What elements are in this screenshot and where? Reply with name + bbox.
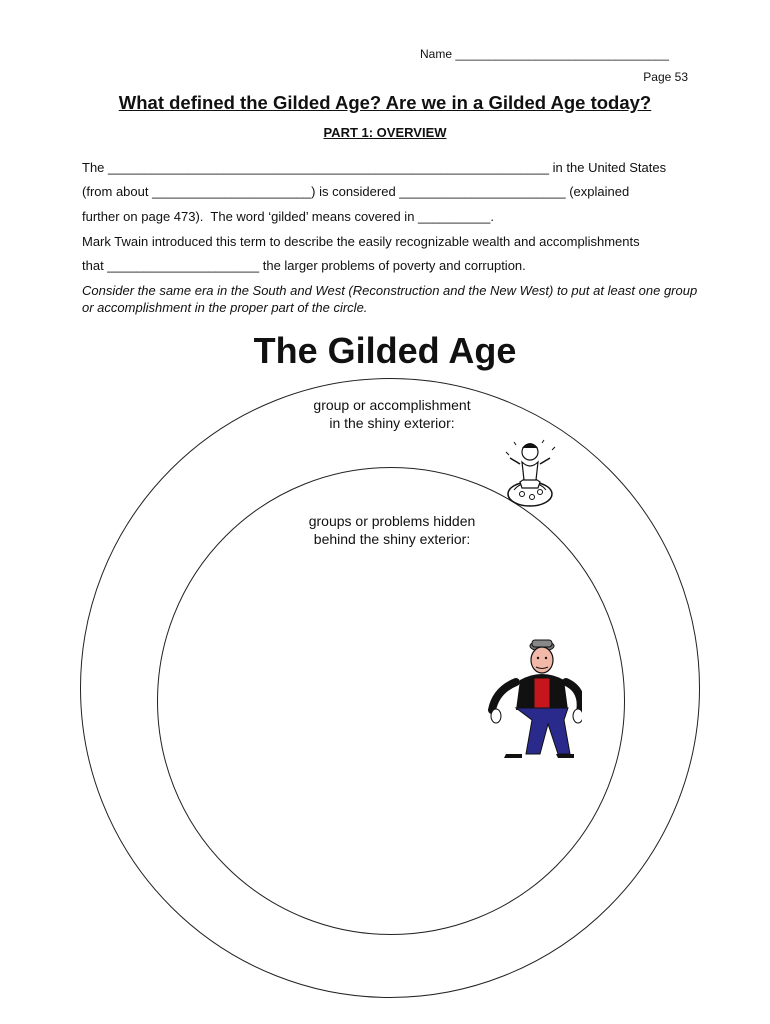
name-field-line[interactable]: Name ________________________________ — [420, 47, 669, 61]
outer-label-line-1: group or accomplishment — [313, 397, 471, 413]
outer-label-line-2: in the shiny exterior: — [329, 415, 455, 431]
part-heading: PART 1: OVERVIEW — [323, 125, 447, 140]
overview-line-3: further on page 473). The word ‘gilded’ means covered in __________. — [82, 209, 494, 224]
diagram-title: The Gilded Age — [253, 330, 517, 371]
inner-circle-label — [0, 512, 770, 548]
overview-line-2: (from about ______________________) is considered _______________________ (explained — [82, 184, 630, 199]
outer-circle-label — [0, 396, 770, 432]
inner-label-line-2: behind the shiny exterior: — [313, 531, 471, 547]
overview-line-5: that _____________________ the larger problems of poverty and corruption. — [82, 258, 526, 273]
overview-line-4: Mark Twain introduced this term to describe the easily recognizable wealth and accomplishments — [82, 234, 640, 249]
worksheet-title: What defined the Gilded Age? Are we in a Gilded Age today? — [118, 92, 652, 113]
poor-man-empty-pockets-icon — [486, 636, 582, 760]
page-number: Page 53 — [643, 70, 688, 84]
inner-label-line-1: groups or problems hidden — [308, 513, 476, 529]
instruction-text: Consider the same era in the South and West (Reconstruction and the New West) to put at least one group or accomplishment in the proper part of the circle. — [82, 283, 698, 315]
rich-man-moneybag-icon — [500, 434, 560, 508]
overview-line-1: The _____________________________________________________________ in the United States — [82, 160, 667, 175]
